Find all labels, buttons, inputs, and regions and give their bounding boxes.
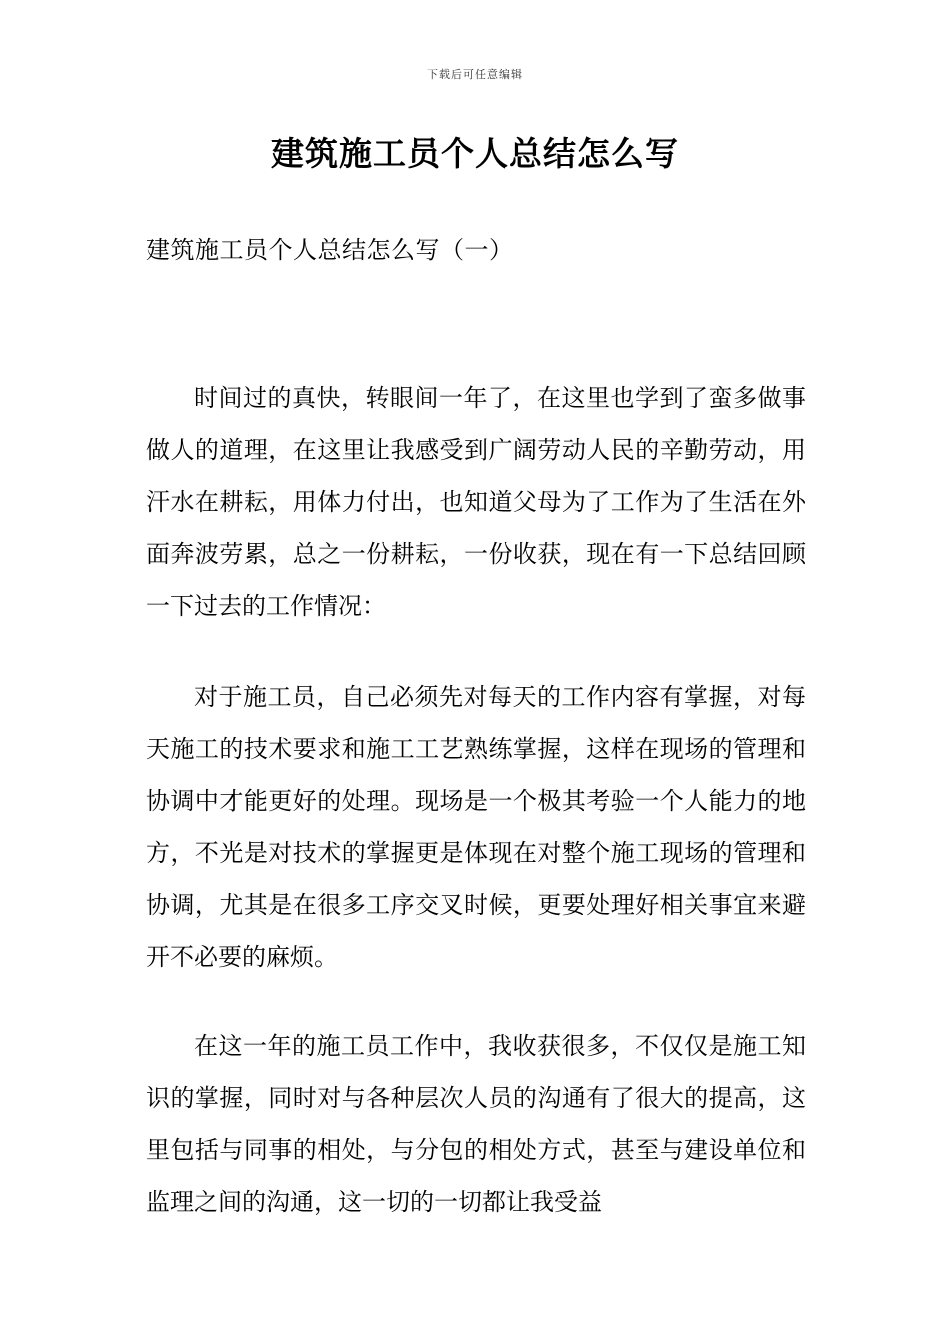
section-subtitle: 建筑施工员个人总结怎么写（一） — [146, 236, 514, 264]
document-title: 建筑施工员个人总结怎么写 — [271, 134, 679, 173]
paragraph-1: 时间过的真快，转眼间一年了，在这里也学到了蛮多做事做人的道理，在这里让我感受到广阔劳动人民的辛勤劳动，用汗水在耕耘，用体力付出，也知道父母为了工作为了生活在外面奔波劳累，总之一份耕耘，一份收获，现在有一下总结回顾一下过去的工作情况： — [146, 384, 806, 620]
header-note: 下载后可任意编辑 — [427, 68, 523, 81]
paragraph-2: 对于施工员，自己必须先对每天的工作内容有掌握，对每天施工的技术要求和施工工艺熟练掌握，这样在现场的管理和协调中才能更好的处理。现场是一个极其考验一个人能力的地方，不光是对技术的掌握更是体现在对整个施工现场的管理和协调，尤其是在很多工序交叉时候，更要处理好相关事宜来避开不必要的麻烦。 — [146, 683, 806, 971]
paragraph-3: 在这一年的施工员工作中，我收获很多，不仅仅是施工知识的掌握，同时对与各种层次人员的沟通有了很大的提高，这里包括与同事的相处，与分包的相处方式，甚至与建设单位和监理之间的沟通，这一切的一切都让我受益 — [146, 1032, 806, 1216]
